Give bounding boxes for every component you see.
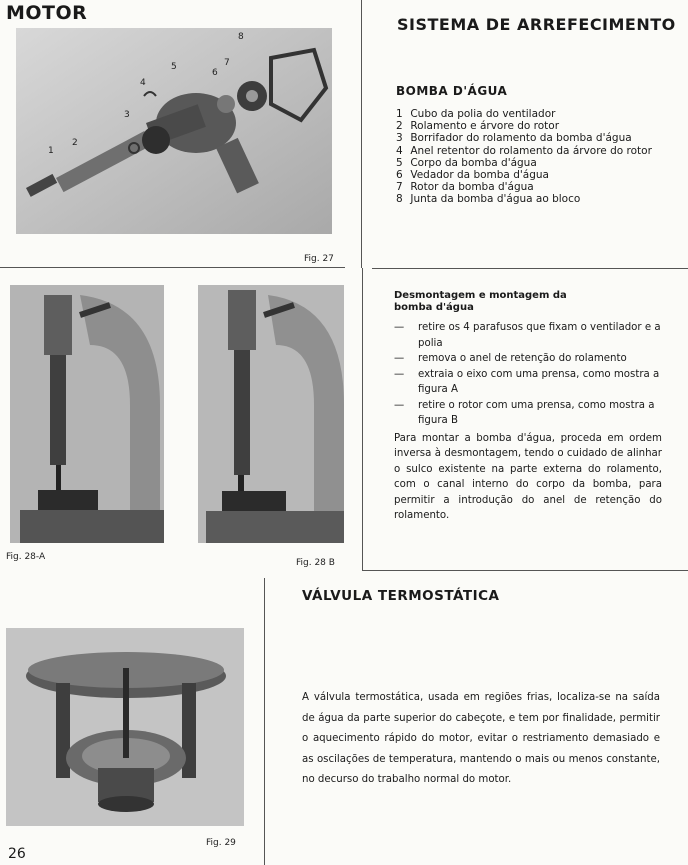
disassembly-heading-line2: bomba d'água	[394, 302, 474, 313]
divider-right-1	[372, 268, 688, 269]
section-title: MOTOR	[6, 2, 88, 24]
callout-4: 4	[140, 78, 146, 88]
list-item: — extraia o eixo com uma prensa, como mostra a figura A	[394, 367, 662, 398]
list-item: 7 Rotor da bomba d'água	[396, 181, 534, 194]
fig-28a-caption: Fig. 28-A	[6, 552, 46, 562]
list-item: 2 Rolamento e árvore do rotor	[396, 120, 560, 133]
thermostat-paragraph: A válvula termostática, usada em regiões frias, localiza-se na saída de água da parte superior do cabeçote, e tem por finalidade, permitir o aquecimento rápido do motor, evitar o restriamento demasiado e as oscilações de temperatura, mantendo o mais ou menos constante, no decurso do trabalho normal do motor.	[302, 692, 660, 785]
divider-bottom	[264, 578, 265, 865]
list-item: — remova o anel de retenção do rolamento	[394, 351, 662, 367]
press-photo-b	[198, 285, 344, 543]
list-item: 5 Corpo da bomba d'água	[396, 156, 537, 169]
thermostat-illustration	[6, 628, 244, 826]
callout-6: 6	[212, 68, 218, 78]
callout-8: 8	[238, 32, 244, 42]
list-item: 8 Junta da bomba d'água ao bloco	[396, 193, 581, 206]
list-item: 6 Vedador da bomba d'água	[396, 169, 549, 182]
list-item: 3 Borrifador do rolamento da bomba d'água	[396, 132, 632, 145]
pump-heading: BOMBA D'ÁGUA	[396, 84, 508, 98]
fig-29-caption: Fig. 29	[206, 838, 236, 848]
list-item: 1 Cubo da polia do ventilador	[396, 108, 556, 120]
water-pump-exploded-photo	[16, 28, 332, 234]
callout-3: 3	[124, 110, 130, 120]
press-a-illustration	[10, 285, 164, 543]
thermostat-heading: VÁLVULA TERMOSTÁTICA	[302, 588, 500, 604]
callout-7: 7	[224, 58, 230, 68]
parts-list	[396, 108, 652, 206]
fig-27-caption: Fig. 27	[304, 254, 334, 264]
list-item: — retire os 4 parafusos que fixam o ventilador e a polia	[394, 320, 662, 351]
disassembly-heading-line1: Desmontagem e montagem da	[394, 290, 567, 301]
press-photo-a	[10, 285, 164, 543]
divider-right-2	[362, 570, 688, 571]
divider-left-1	[0, 267, 345, 268]
page-number: 26	[8, 846, 26, 862]
assembly-paragraph: Para montar a bomba d'água, proceda em ordem inversa à desmontagem, tendo o cuidado de alinhar o sulco existente na parte externa do rolamento, com o canal interno do corpo da bomba, para permitir a introdução do anel de retenção do rolamento.	[394, 432, 662, 521]
disassembly-steps	[394, 320, 662, 524]
press-b-illustration	[198, 285, 344, 543]
disassembly-heading	[394, 290, 567, 314]
center-divider-top	[361, 0, 362, 268]
callout-2: 2	[72, 138, 78, 148]
callout-5: 5	[171, 62, 177, 72]
water-pump-exploded-illustration	[16, 28, 332, 234]
list-item: 4 Anel retentor do rolamento da árvore do rotor	[396, 144, 652, 157]
center-divider-mid	[362, 268, 363, 571]
thermostat-photo	[6, 628, 244, 826]
page-title: SISTEMA DE ARREFECIMENTO	[397, 15, 676, 34]
fig-28b-caption: Fig. 28 B	[296, 558, 335, 568]
list-item: — retire o rotor com uma prensa, como mostra a figura B	[394, 398, 662, 429]
callout-1: 1	[48, 146, 54, 156]
